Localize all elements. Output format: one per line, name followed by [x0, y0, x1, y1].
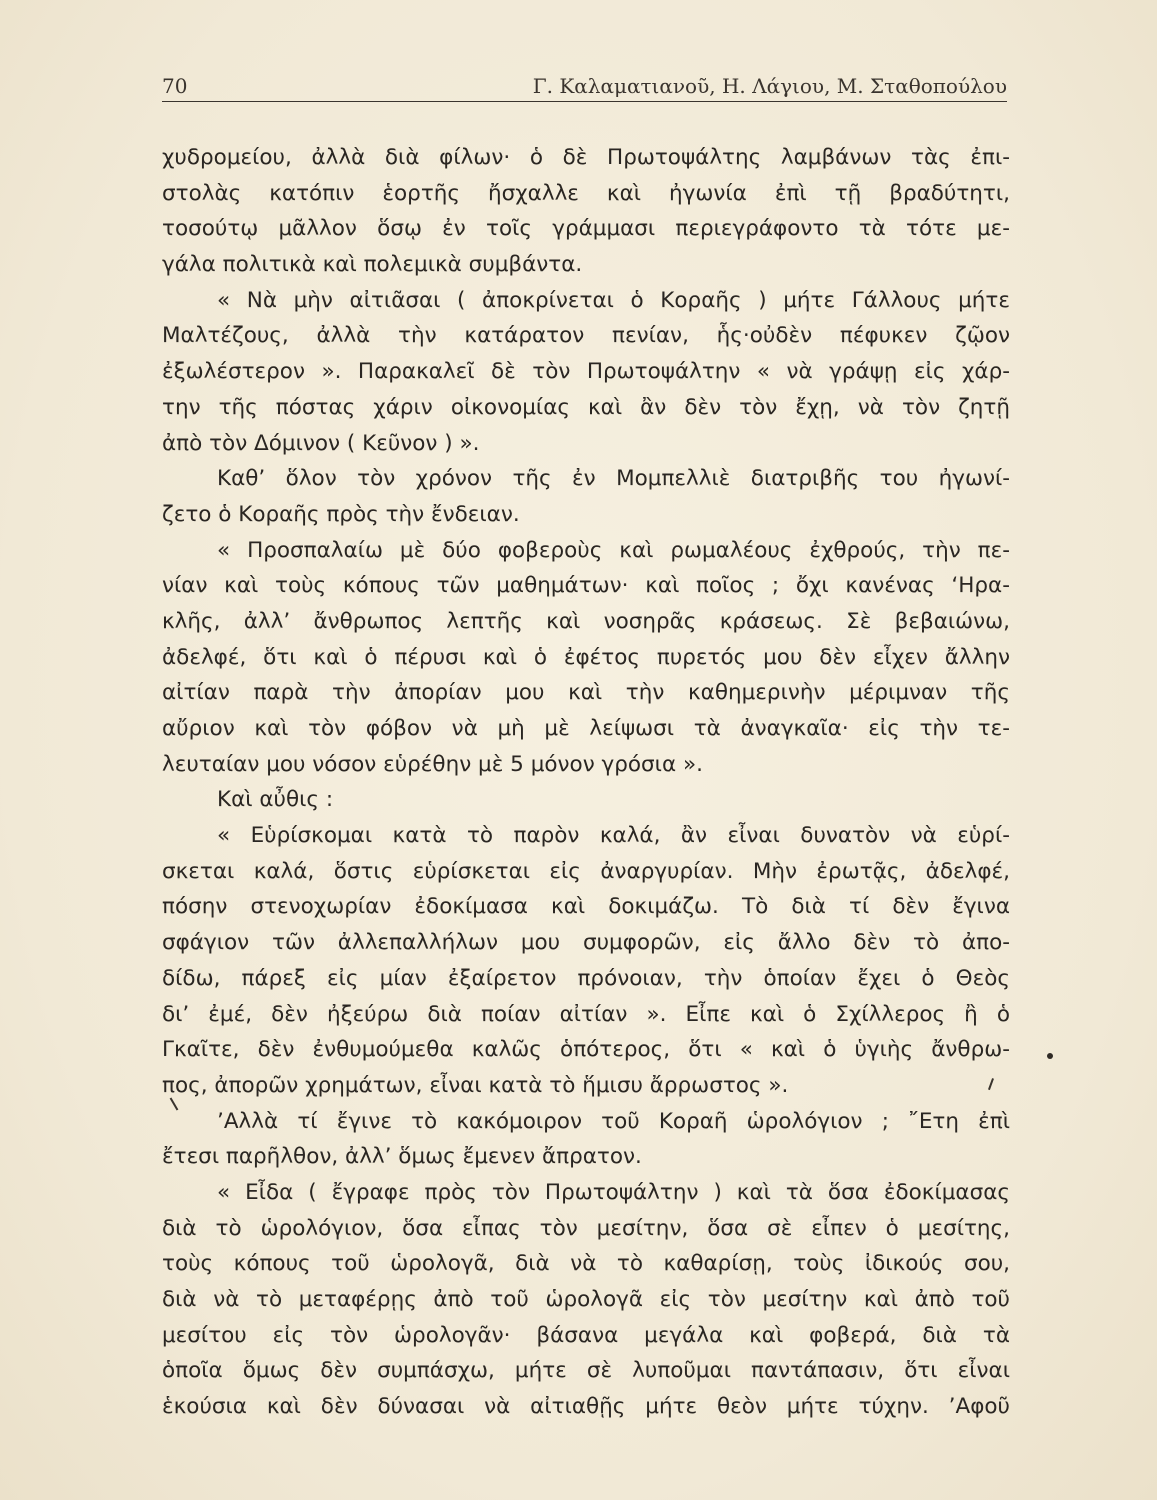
page-number: 70	[162, 74, 188, 98]
text-line: Καθ’ ὅλον τὸν χρόνον τῆς ἐν Μομπελλιὲ διατριβῆς του ἠγωνί-	[217, 466, 1010, 492]
text-line: ἀδελφέ, ὅτι καὶ ὁ πέρυσι καὶ ὁ ἐφέτος πυρετός μου δὲν εἶχεν ἄλλην	[162, 644, 1010, 670]
text-line: « Νὰ μὴν αἰτιᾶσαι ( ἀποκρίνεται ὁ Κοραῆς ) μήτε Γάλλους μήτε	[217, 287, 1010, 313]
text-line: σκεται καλά, ὅστις εὑρίσκεται εἰς ἀναργυρίαν. Μὴν ἐρωτᾷς, ἀδελφέ,	[162, 858, 1010, 884]
text-line: στολὰς κατόπιν ἑορτῆς ἤσχαλλε καὶ ἠγωνία ἐπὶ τῇ βραδύτητι,	[162, 180, 1010, 206]
text-line: λευταίαν μου νόσον εὑρέθην μὲ 5 μόνον γρόσια ».	[162, 751, 703, 777]
text-line: αἰτίαν παρὰ τὴν ἀπορίαν μου καὶ τὴν καθημερινὴν μέριμναν τῆς	[162, 680, 1010, 706]
text-line: ἔτεσι παρῆλθον, ἀλλ’ ὅμως ἔμενεν ἄπρατον.	[162, 1144, 642, 1170]
text-line: « Εὑρίσκομαι κατὰ τὸ παρὸν καλά, ἂν εἶναι δυνατὸν νὰ εὑρί-	[217, 823, 1010, 849]
text-line: ἀπὸ τὸν Δόμινον ( Κεῦνον ) ».	[162, 430, 480, 456]
text-line: ἑκούσια καὶ δὲν δύνασαι νὰ αἰτιαθῇς μήτε θεὸν μήτε τύχην. ’Αφοῦ	[162, 1394, 1010, 1420]
text-line: νίαν καὶ τοὺς κόπους τῶν μαθημάτων· καὶ ποῖος ; ὄχι κανένας ‘Ηρα-	[162, 573, 1010, 599]
text-line: γάλα πολιτικὰ καὶ πολεμικὰ συμβάντα.	[162, 252, 583, 278]
text-line: ἐξωλέστερον ». Παρακαλεῖ δὲ τὸν Πρωτοψάλτην « νὰ γράψῃ εἰς χάρ-	[162, 359, 1010, 385]
text-line: « Προσπαλαίω μὲ δύο φοβεροὺς καὶ ρωμαλέους ἐχθρούς, τὴν πε-	[217, 537, 1010, 563]
text-line: αὔριον καὶ τὸν φόβον νὰ μὴ μὲ λείψωσι τὰ ἀναγκαῖα· εἰς τὴν τε-	[162, 716, 1010, 741]
body-text	[162, 140, 1010, 1425]
ink-speck	[1047, 1053, 1053, 1059]
text-line: σφάγιον τῶν ἀλλεπαλλήλων μου συμφορῶν, εἰς ἄλλο δὲν τὸ ἀπο-	[162, 930, 1010, 956]
text-line: κλῆς, ἀλλ’ ἄνθρωπος λεπτῆς καὶ νοσηρᾶς κράσεως. Σὲ βεβαιώνω,	[162, 608, 1010, 634]
text-line: Γκαῖτε, δὲν ἐνθυμούμεθα καλῶς ὁπότερος, ὅτι « καὶ ὁ ὑγιὴς ἄνθρω-	[162, 1037, 1010, 1063]
text-line: Μαλτέζους, ἀλλὰ τὴν κατάρατον πενίαν, ἧς·οὐδὲν πέφυκεν ζῷον	[162, 323, 1010, 349]
text-line: μεσίτου εἰς τὸν ὡρολογᾶν· βάσανα μεγάλα καὶ φοβερά, διὰ τὰ	[162, 1322, 1010, 1348]
running-title: Γ. Καλαματιανοῦ, Η. Λάγιου, Μ. Σταθοπούλου	[532, 74, 1007, 98]
text-line: « Εἶδα ( ἔγραφε πρὸς τὸν Πρωτοψάλτην ) καὶ τὰ ὅσα ἐδοκίμασας	[217, 1179, 1010, 1205]
text-line: δίδω, πάρεξ εἰς μίαν ἐξαίρετον πρόνοιαν, τὴν ὁποίαν ἔχει ὁ Θεὸς	[162, 965, 1010, 991]
text-line: την τῆς πόστας χάριν οἰκονομίας καὶ ἂν δὲν τὸν ἔχῃ, νὰ τὸν ζητῇ	[162, 394, 1010, 420]
text-line: τοσούτῳ μᾶλλον ὅσῳ ἐν τοῖς γράμμασι περιεγράφοντο τὰ τότε με-	[162, 216, 1010, 242]
text-line: τοὺς κόπους τοῦ ὡρολογᾶ, διὰ νὰ τὸ καθαρίσῃ, τοὺς ἰδικούς σου,	[162, 1251, 1010, 1277]
text-line: πος, ἀπορῶν χρημάτων, εἶναι κατὰ τὸ ἥμισυ ἄρρωστος ».	[162, 1072, 789, 1098]
text-line: χυδρομείου, ἀλλὰ διὰ φίλων· ὁ δὲ Πρωτοψάλτης λαμβάνων τὰς ἐπι-	[162, 145, 1010, 170]
header-rule	[162, 101, 1007, 102]
text-line: ὁποῖα ὅμως δὲν συμπάσχω, μήτε σὲ λυποῦμαι παντάπασιν, ὅτι εἶναι	[162, 1358, 1010, 1384]
running-head	[162, 72, 1007, 102]
text-line: Καὶ αὖθις :	[217, 787, 334, 813]
text-line: ’Αλλὰ τί ἔγινε τὸ κακόμοιρον τοῦ Κοραῆ ὡρολόγιον ; ῎Ετη ἐπὶ	[217, 1108, 1010, 1134]
text-line: ζετο ὁ Κοραῆς πρὸς τὴν ἔνδειαν.	[162, 501, 520, 527]
text-line: διὰ τὸ ὡρολόγιον, ὅσα εἶπας τὸν μεσίτην, ὅσα σὲ εἶπεν ὁ μεσίτης,	[162, 1215, 1010, 1241]
text-line: διὰ νὰ τὸ μεταφέρῃς ἀπὸ τοῦ ὡρολογᾶ εἰς τὸν μεσίτην καὶ ἀπὸ τοῦ	[162, 1287, 1010, 1312]
text-line: δι’ ἐμέ, δὲν ἠξεύρω διὰ ποίαν αἰτίαν ». Εἶπε καὶ ὁ Σχίλλερος ἢ ὁ	[162, 1001, 1010, 1027]
text-line: πόσην στενοχωρίαν ἐδοκίμασα καὶ δοκιμάζω. Τὸ διὰ τί δὲν ἔγινα	[162, 894, 1010, 920]
